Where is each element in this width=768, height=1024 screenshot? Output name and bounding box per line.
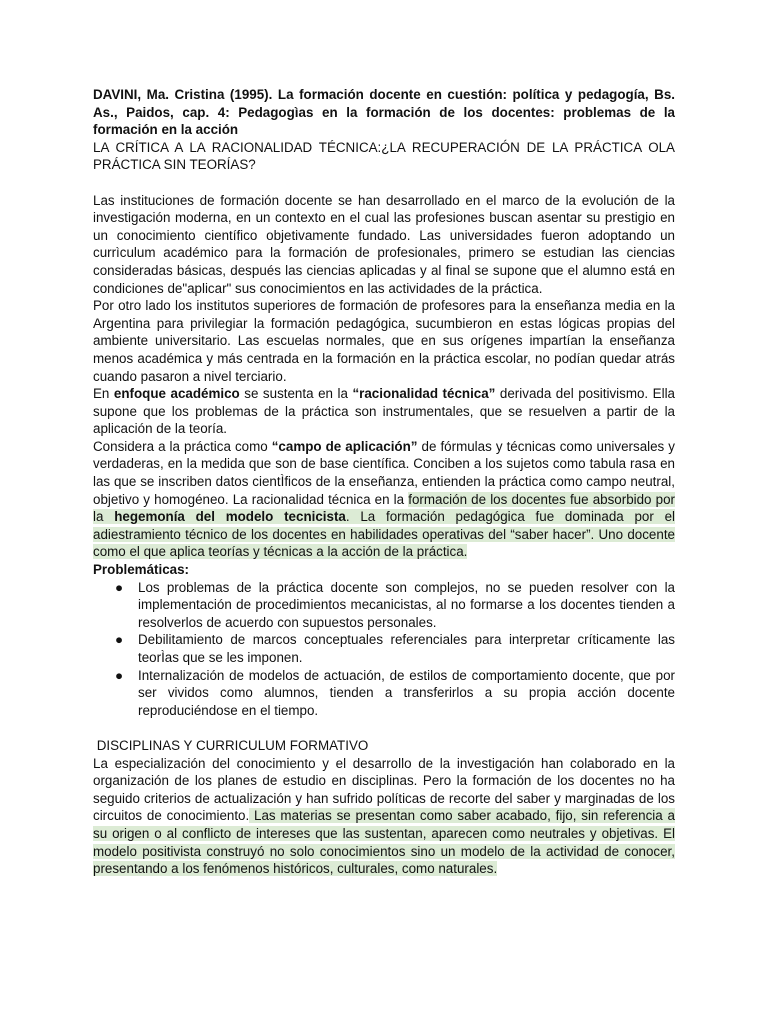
citation-heading: DAVINI, Ma. Cristina (1995). La formación docente en cuestión: política y pedagogía, Bs. As., Paidos, cap. 4: Pedagogìas en la formación de los docentes: problemas de la formación en la acción: [93, 87, 675, 138]
highlighted-text: Las materias se presentan como saber acabado, fijo, sin referencia a su origen o al conflicto de intereses que las sustentan, aparecen como neutrales y objetivas. El modelo positivista construyó no solo conocimientos sino un modelo de la actividad de conocer, presentando a los fenómenos históricos, culturales, como naturales.: [93, 808, 675, 877]
text-run: de fórmulas y técnicas como universales y verdaderas, en la medida que son de base científica. Conciben a los sujetos como tabula rasa en las que se inscriben datos cientÌficos de la enseñanza, entienden la práctica como campo neutral, objetivo y homogéneo. La racionalidad técnica en la: [93, 438, 675, 507]
spacer: [93, 174, 675, 192]
list-item-text: Los problemas de la práctica docente son complejos, no se pueden resolver con la implementación de procedimientos mecanicistas, al no formarse a los docentes tienden a resolverlos de acuerdo con supuestos personales.: [138, 579, 675, 630]
bold-term: enfoque académico: [113, 386, 240, 402]
text-run: La especialización del conocimiento y el desarrollo de la investigación han colaborado en la organización de los planes de estudio en disciplinas. Pero la formación de los docentes no ha seguido criterios de actualización y han sufrido políticas de recorte del saber y marginadas de los circuitos de conocimiento.: [93, 755, 675, 824]
paragraph-4: [93, 438, 675, 561]
list-item: [93, 579, 675, 632]
paragraph-2: Por otro lado los institutos superiores de formación de profesores para la enseñanza media en la Argentina para privilegiar la formación pedagógica, sucumbieron en estas lógicas propias del ambiente universitario. Las escuelas normales, que en sus orígenes impartían la enseñanza menos académica y más centrada en la formación en la práctica escolar, no podían quedar atrás cuando pasaron a nivel terciario.: [93, 298, 675, 384]
highlighted-bold-term: hegemonía del modelo tecnicista: [114, 509, 346, 525]
text-run: se sustenta en la: [239, 386, 353, 402]
bold-heading: Problemáticas:: [93, 562, 190, 578]
list-item-text: Internalización de modelos de actuación, de estilos de comportamiento docente, que por ser vividos como alumnos, tienden a transferirlos a su propia acción docente reproduciéndose en el tiempo.: [138, 667, 675, 718]
text-run: derivada del positivismo. Ella supone que los problemas de la práctica son instrumentales, que se resuelven a partir de la aplicación de la teoría.: [93, 386, 675, 437]
bullet-icon: ●: [115, 579, 124, 595]
document-page: [93, 86, 675, 878]
highlighted-text: . La formación pedagógica fue dominada por el adiestramiento técnico de los docentes en habilidades operativas del “saber hacer”. Uno docente como el que aplica teorías y técnicas a la acción de la práctica.: [93, 509, 675, 560]
list-item-text: Debilitamiento de marcos conceptuales referenciales para interpretar críticamente las teorÌas que se les imponen.: [138, 632, 675, 665]
paragraph-3: [93, 385, 675, 438]
list-item: [93, 667, 675, 720]
spacer: [93, 719, 675, 737]
text-run: En: [93, 386, 114, 402]
bold-term: “racionalidad técnica”: [352, 386, 496, 402]
paragraph-1: Las instituciones de formación docente se han desarrollado en el marco de la evolución de la investigación moderna, en un contexto en el cual las profesiones buscan asentar su prestigio en un conocimiento científico objetivamente fundado. Las universidades fueron adoptando un currìculum académico para la formación de profesionales, primero se estudian las ciencias consideradas básicas, después las ciencias aplicadas y al final se supone que el alumno está en condiciones de"aplicar" sus conocimientos en las actividades de la práctica.: [93, 192, 675, 296]
problematicas-list: [93, 579, 675, 720]
paragraph-5: [93, 755, 675, 878]
bullet-icon: ●: [115, 632, 124, 648]
section-title: LA CRÍTICA A LA RACIONALIDAD TÉCNICA:¿LA RECUPERACIÓN DE LA PRÁCTICA OLA PRÁCTICA SIN TEORÍAS?: [93, 139, 675, 173]
highlighted-text: formación de los docentes fue absorbido por la: [93, 491, 675, 525]
section-2-title: DISCIPLINAS Y CURRICULUM FORMATIVO: [93, 737, 369, 753]
bullet-icon: ●: [115, 667, 124, 683]
problematicas-heading: [93, 561, 675, 579]
text-run: Considera a la práctica como: [93, 438, 272, 454]
list-item: [93, 631, 675, 666]
bold-term: “campo de aplicación”: [271, 438, 418, 454]
